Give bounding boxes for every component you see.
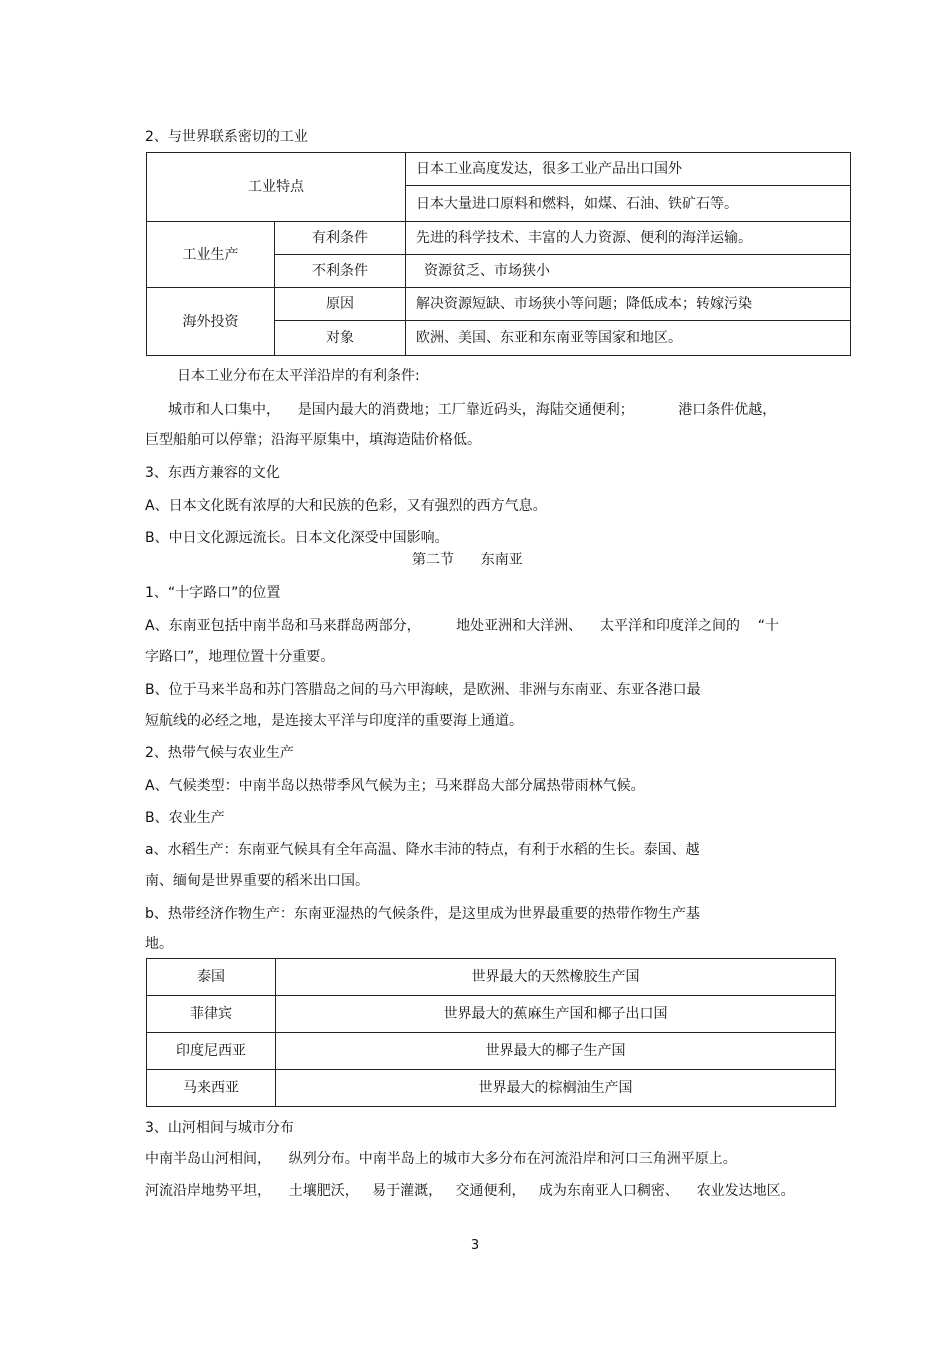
paragraph: B、位于马来半岛和苏门答腊岛之间的马六甲海峡，是欧洲、非洲与东南亚、东亚各港口最 [145, 682, 701, 698]
paragraph: 地。 [145, 936, 173, 952]
desc-cell: 世界最大的蕉麻生产国和椰子出口国 [276, 996, 836, 1033]
paragraph: 河流沿岸地势平坦， 土壤肥沃， 易于灌溉， 交通便利， 成为东南亚人口稠密、 农业发达地区。 [145, 1183, 795, 1199]
paragraph: A、气候类型：中南半岛以热带季风气候为主；马来群岛大部分属热带雨林气候。 [145, 778, 645, 794]
paragraph: 南、缅甸是世界重要的稻米出口国。 [145, 873, 369, 889]
country-cell: 菲律宾 [147, 996, 276, 1033]
row-header: 工业特点 [147, 153, 406, 222]
crop-table [146, 958, 836, 1107]
paragraph: 日本工业分布在太平洋沿岸的有利条件: [177, 368, 420, 384]
sub-header: 原因 [275, 288, 406, 321]
desc-cell: 世界最大的椰子生产国 [276, 1033, 836, 1070]
section-heading: 2、热带气候与农业生产 [145, 745, 294, 761]
chapter-title: 第二节 东南亚 [412, 552, 523, 568]
paragraph: 城市和人口集中， 是国内最大的消费地；工厂靠近码头，海陆交通便利； 港口条件优越， [168, 402, 777, 418]
paragraph: 巨型船舶可以停靠；沿海平原集中，填海造陆价格低。 [145, 432, 481, 448]
desc-cell: 世界最大的天然橡胶生产国 [276, 959, 836, 996]
section-heading: 2、与世界联系密切的工业 [145, 129, 308, 145]
section-heading: 1、“十字路口”的位置 [145, 585, 281, 601]
industry-table [146, 152, 851, 356]
sub-header: 不利条件 [275, 255, 406, 288]
paragraph: A、东南亚包括中南半岛和马来群岛两部分， 地处亚洲和大洋洲、 太平洋和印度洋之间的 “十 [145, 618, 780, 634]
paragraph: 中南半岛山河相间， 纵列分布。中南半岛上的城市大多分布在河流沿岸和河口三角洲平原上。 [145, 1151, 737, 1167]
table-cell: 解决资源短缺、市场狭小等问题；降低成本；转嫁污染 [406, 288, 851, 321]
table-cell: 资源贫乏、市场狭小 [406, 255, 851, 288]
table-cell: 日本工业高度发达，很多工业产品出口国外 [406, 153, 851, 186]
section-heading: 3、东西方兼容的文化 [145, 465, 280, 481]
paragraph: 字路口”，地理位置十分重要。 [145, 649, 335, 665]
paragraph: B、中日文化源远流长。日本文化深受中国影响。 [145, 530, 449, 546]
paragraph: A、日本文化既有浓厚的大和民族的色彩，又有强烈的西方气息。 [145, 498, 547, 514]
table-cell: 先进的科学技术、丰富的人力资源、便利的海洋运输。 [406, 222, 851, 255]
paragraph: B、农业生产 [145, 810, 225, 826]
page-number: 3 [470, 1238, 480, 1253]
country-cell: 泰国 [147, 959, 276, 996]
paragraph: b、热带经济作物生产：东南亚湿热的气候条件，是这里成为世界最重要的热带作物生产基 [145, 906, 700, 922]
paragraph: 短航线的必经之地，是连接太平洋与印度洋的重要海上通道。 [145, 713, 523, 729]
sub-header: 对象 [275, 321, 406, 356]
section-heading: 3、山河相间与城市分布 [145, 1120, 294, 1136]
country-cell: 印度尼西亚 [147, 1033, 276, 1070]
row-header: 海外投资 [147, 288, 275, 356]
country-cell: 马来西亚 [147, 1070, 276, 1107]
table-cell: 日本大量进口原料和燃料，如煤、石油、铁矿石等。 [406, 186, 851, 222]
row-header: 工业生产 [147, 222, 275, 288]
table-cell: 欧洲、美国、东亚和东南亚等国家和地区。 [406, 321, 851, 356]
desc-cell: 世界最大的棕榈油生产国 [276, 1070, 836, 1107]
paragraph: a、水稻生产：东南亚气候具有全年高温、降水丰沛的特点，有利于水稻的生长。泰国、越 [145, 842, 700, 858]
sub-header: 有利条件 [275, 222, 406, 255]
